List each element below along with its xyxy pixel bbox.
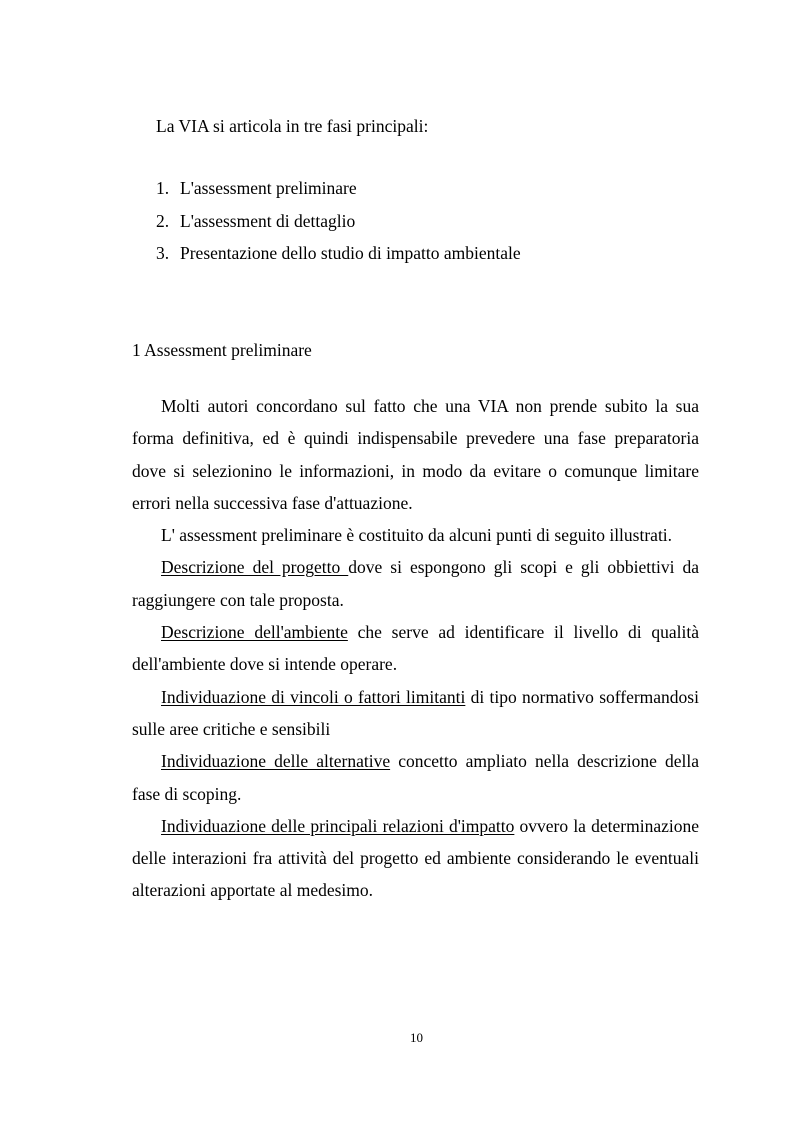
underlined-term: Individuazione delle alternative bbox=[161, 751, 391, 772]
list-item-label: L'assessment preliminare bbox=[180, 178, 357, 198]
paragraph bbox=[132, 616, 699, 681]
paragraph bbox=[132, 745, 699, 810]
phase-list bbox=[156, 176, 521, 274]
paragraph-text: ovvero la determinazione delle interazioni fra attività del progetto ed ambiente considerando le eventuali alterazioni apportate al medesimo. bbox=[132, 815, 699, 901]
underlined-term: Descrizione dell'ambiente bbox=[161, 622, 348, 643]
list-item-number: 3. bbox=[156, 243, 170, 263]
paragraph bbox=[132, 681, 699, 746]
list-item bbox=[156, 241, 521, 274]
section-heading: 1 Assessment preliminare bbox=[132, 340, 312, 360]
underlined-term: Individuazione delle principali relazioni d'impatto bbox=[161, 815, 515, 836]
paragraph-text: di tipo normativo soffermandosi sulle aree critiche e sensibili bbox=[132, 686, 699, 739]
list-item bbox=[156, 176, 521, 209]
list-item-label: Presentazione dello studio di impatto ambientale bbox=[180, 243, 521, 263]
underlined-term: Descrizione del progetto bbox=[161, 557, 349, 578]
underlined-term: Individuazione di vincoli o fattori limitanti bbox=[161, 686, 466, 707]
paragraph bbox=[132, 810, 699, 907]
paragraph: L' assessment preliminare è costituito da alcuni punti di seguito illustrati. bbox=[161, 525, 673, 546]
paragraph: Molti autori concordano sul fatto che una VIA non prende subito la sua forma definitiva, ed è quindi indispensabile prevedere una fase preparatoria dove si selezionino le informazioni, in modo da evitare o comunque limitare errori nella successiva fase d'attuazione. bbox=[132, 396, 699, 513]
list-item bbox=[156, 209, 521, 242]
page-number: 10 bbox=[410, 1030, 423, 1045]
paragraph-text: concetto ampliato nella descrizione della fase di scoping. bbox=[132, 751, 699, 804]
list-item-label: L'assessment di dettaglio bbox=[180, 210, 356, 231]
paragraph bbox=[132, 551, 699, 616]
paragraph-text: che serve ad identificare il livello di qualità dell'ambiente dove si intende operare. bbox=[132, 622, 699, 675]
intro-text: La VIA si articola in tre fasi principali: bbox=[156, 116, 429, 136]
section-body bbox=[132, 390, 699, 907]
paragraph-text: dove si espongono gli scopi e gli obbiettivi da raggiungere con tale proposta. bbox=[132, 557, 699, 610]
list-item-number: 2. bbox=[156, 210, 170, 231]
list-item-number: 1. bbox=[156, 178, 170, 198]
